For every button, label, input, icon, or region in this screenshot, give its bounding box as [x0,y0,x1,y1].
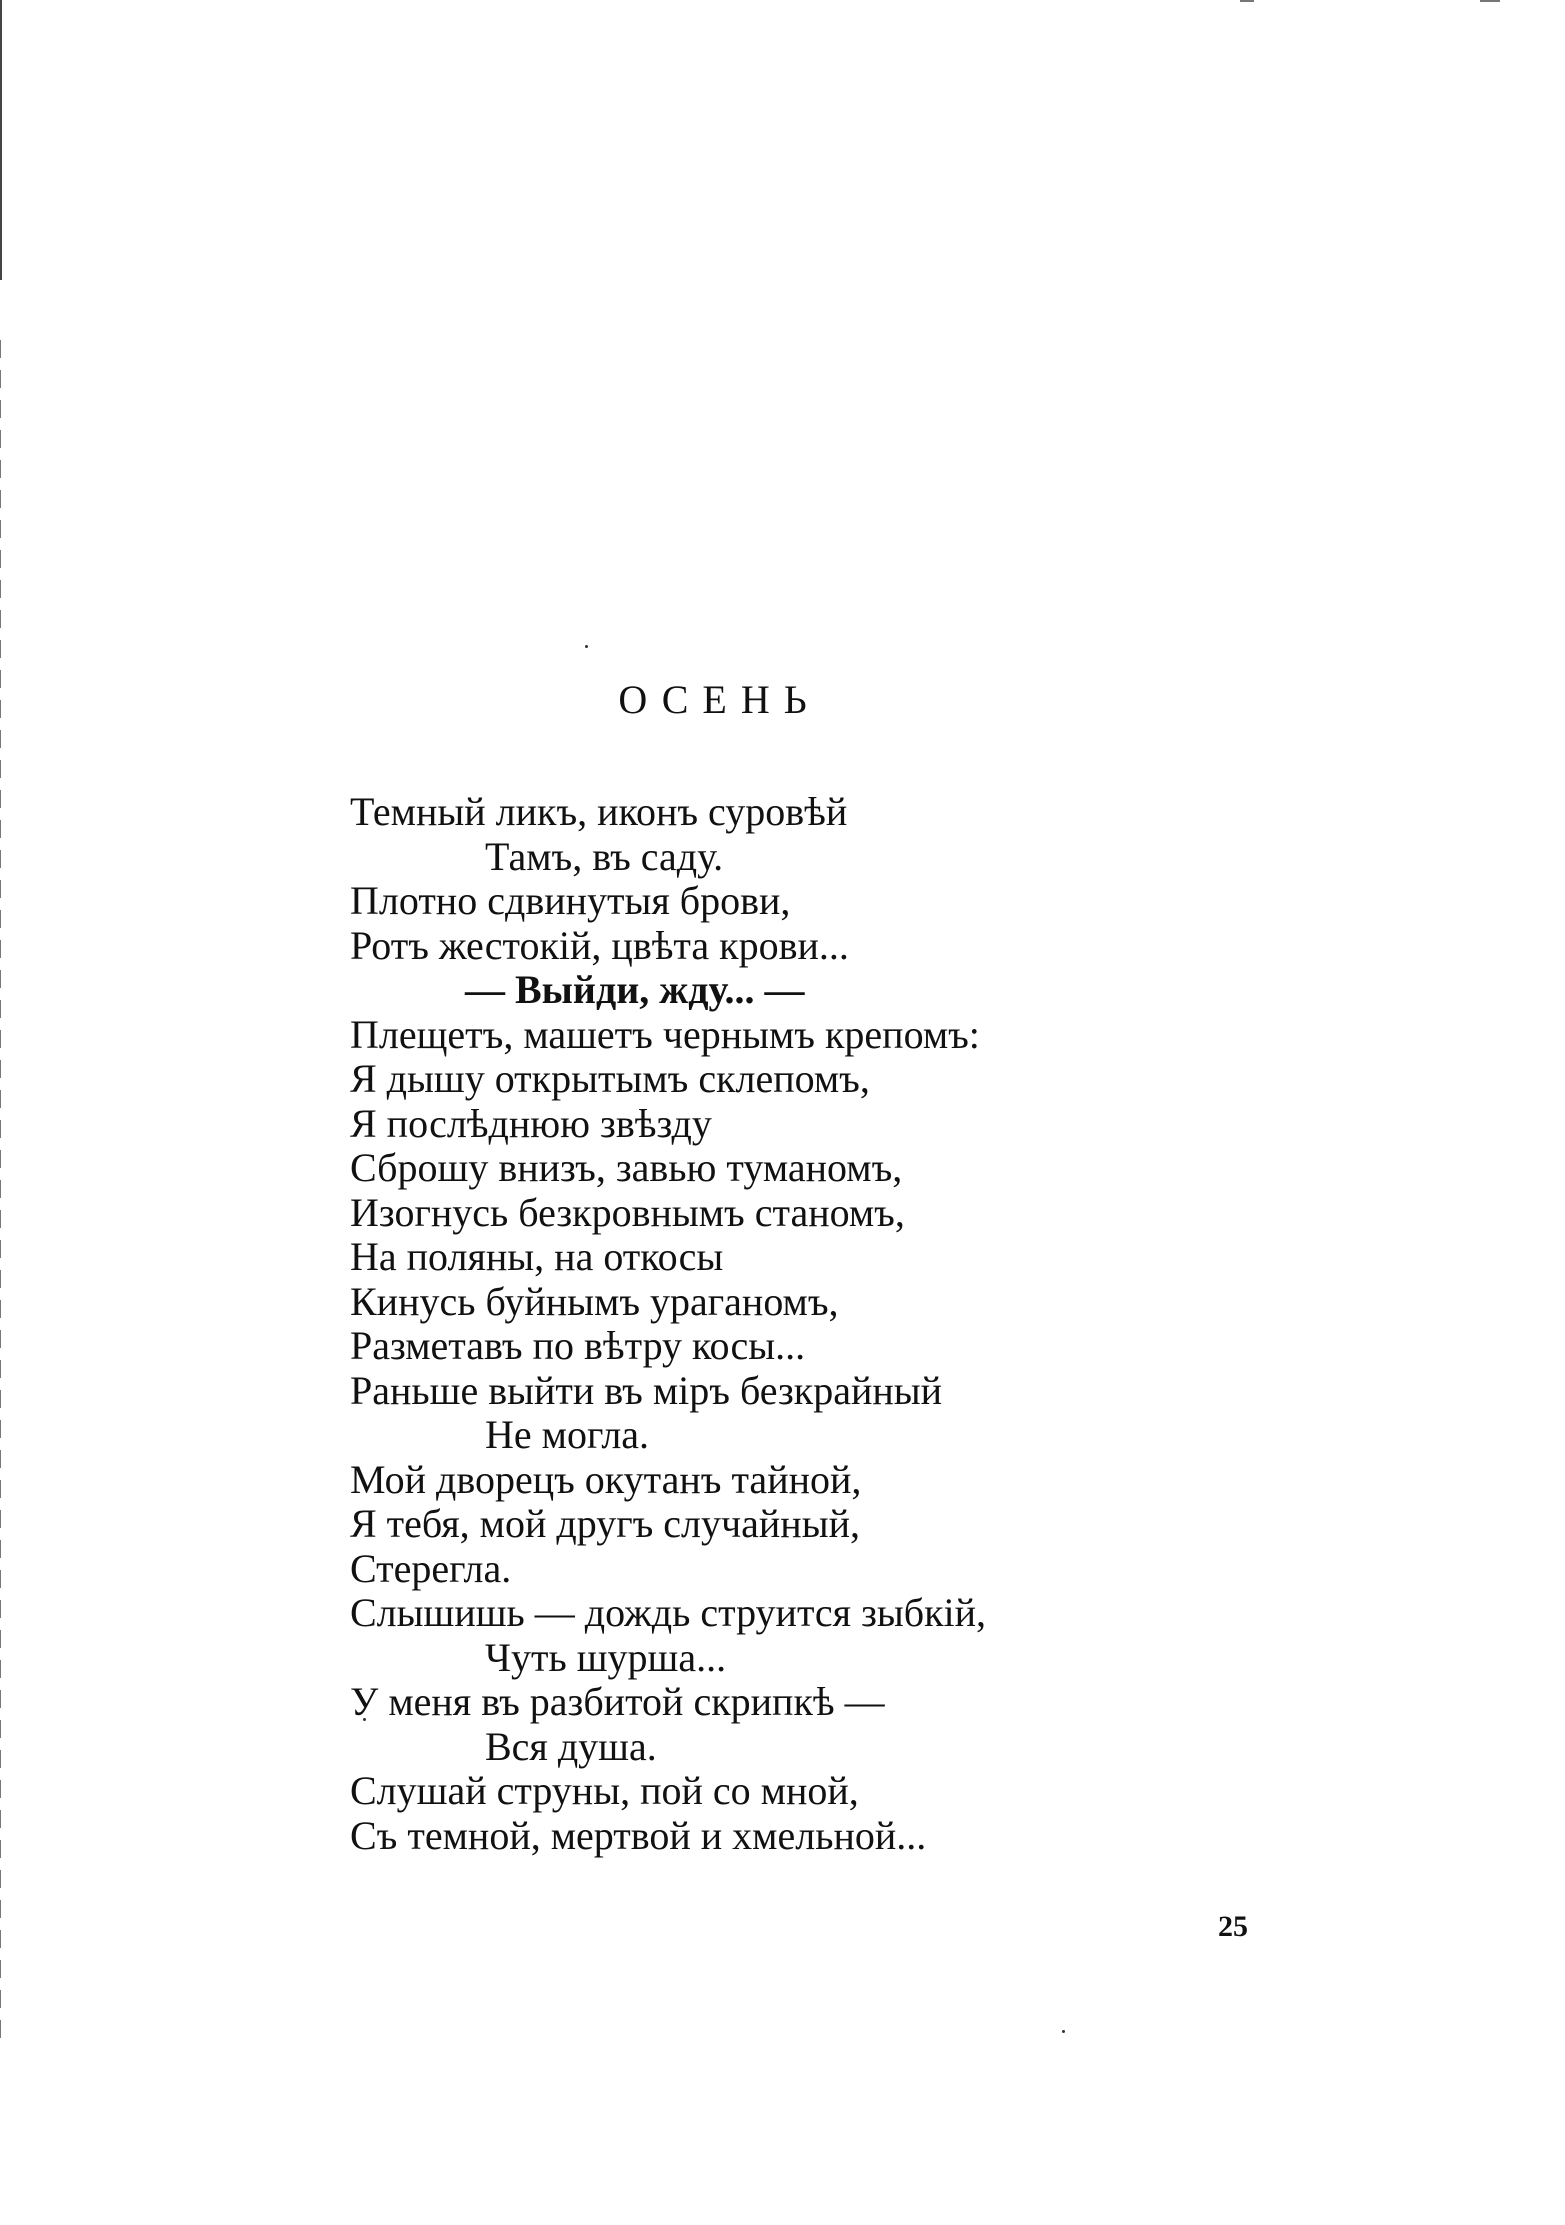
poem-line: Чуть шурша... [485,1634,727,1680]
scan-edge-left [0,340,1,2040]
poem-line: Я послѣднюю звѣзду [350,1100,712,1146]
scan-mark-top [1240,0,1254,2]
poem-line: У меня въ разбитой скрипкѣ — [350,1679,885,1724]
poem-line: Стерегла. [350,1545,512,1591]
poem-line: Вся душа. [485,1723,657,1769]
poem-line: Раньше выйти въ міръ безкрайный [350,1367,943,1413]
poem-line: Плещетъ, машетъ чернымъ крепомъ: [350,1011,980,1057]
poem-line: Сброшу внизъ, завью туманомъ, [350,1145,903,1190]
scan-edge-left-top [0,0,2,280]
poem-body [350,790,1250,1858]
poem-line: Ротъ жестокій, цвѣта крови... [350,922,849,968]
poem-line: Я тебя, мой другъ случайный, [350,1501,860,1546]
scan-speck [585,645,588,648]
poem-line: Я дышу открытымъ склепомъ, [350,1056,870,1101]
poem-line: На поляны, на откосы [350,1234,724,1279]
poem-line: Разметавъ по вѣтру косы... [350,1323,806,1368]
poem-line: Кинусь буйнымъ ураганомъ, [350,1278,839,1324]
page-number: 25 [1218,1910,1248,1943]
poem-line: Плотно сдвинутыя брови, [350,878,791,923]
poem-line: Съ темной, мертвой и хмельной... [350,1812,927,1858]
scan-speck [1062,2030,1065,2033]
poem-line: Тамъ, въ саду. [485,833,724,879]
poem-line: Мой дворецъ окутанъ тайной, [350,1456,862,1502]
poem-line: Темный ликъ, иконъ суровѣй [350,789,848,834]
poem-line: Слышишь — дождь струится зыбкій, [350,1590,987,1635]
poem-line: Слушай струны, пой со мной, [350,1768,859,1813]
poem-line: Изогнусь безкровнымъ станомъ, [350,1189,905,1235]
poem-line: — Выйди, жду... — [465,967,805,1012]
poem-title: ОСЕНЬ [618,677,821,722]
poem-line: Не могла. [485,1412,650,1457]
scan-mark-top [1480,0,1500,2]
